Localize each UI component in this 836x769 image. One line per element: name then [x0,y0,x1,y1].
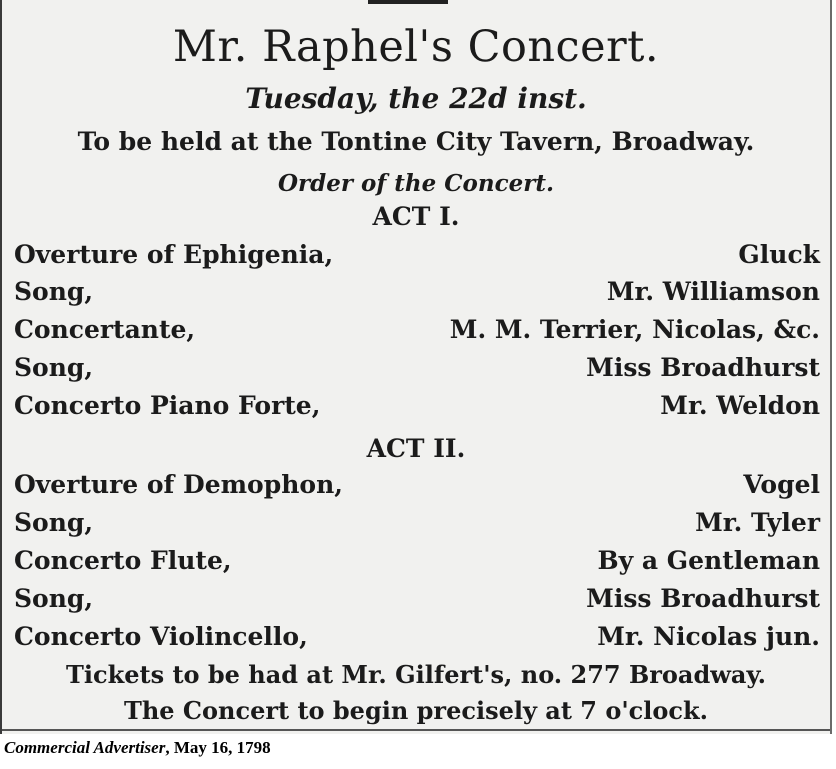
top-rule [368,0,448,4]
performer-name: Mr. Tyler [695,508,820,537]
piece-name: Concertante, [14,315,196,344]
program-row [14,240,820,274]
performer-name: By a Gentleman [597,546,820,575]
performer-name: Vogel [743,470,820,499]
concert-venue: To be held at the Tontine City Tavern, Broadway. [77,127,755,156]
piece-name: Song, [14,353,94,382]
performer-name: Mr. Williamson [606,277,820,306]
program-row [14,622,820,656]
program-row [14,391,820,425]
act-1-heading: ACT I. [372,202,460,231]
concert-date: Tuesday, the 22d inst. [245,82,587,115]
program-row [14,315,820,349]
source-caption [4,738,271,758]
publication-name: Commercial Advertiser [4,738,166,757]
program-row [14,584,820,618]
performer-name: Miss Broadhurst [586,584,820,613]
piece-name: Song, [14,277,94,306]
order-heading: Order of the Concert. [278,170,554,197]
piece-name: Overture of Ephigenia, [14,240,334,269]
performer-name: Gluck [738,240,820,269]
program-row [14,546,820,580]
piece-name: Song, [14,508,94,537]
program-row [14,353,820,387]
concert-title: Mr. Raphel's Concert. [172,22,660,72]
start-time-note: The Concert to begin precisely at 7 o'clock. [123,696,709,725]
performer-name: M. M. Terrier, Nicolas, &c. [449,315,820,344]
piece-name: Concerto Flute, [14,546,232,575]
performer-name: Mr. Weldon [660,391,820,420]
piece-name: Song, [14,584,94,613]
publication-date: , May 16, 1798 [165,738,271,757]
piece-name: Concerto Piano Forte, [14,391,321,420]
act-2-heading: ACT II. [366,434,466,463]
performer-name: Miss Broadhurst [586,353,820,382]
piece-name: Overture of Demophon, [14,470,343,499]
bottom-rule [2,729,830,731]
program-row [14,470,820,504]
performer-name: Mr. Nicolas jun. [597,622,820,651]
tickets-note: Tickets to be had at Mr. Gilfert's, no. 277 Broadway. [66,660,766,689]
program-row [14,277,820,311]
program-row [14,508,820,542]
piece-name: Concerto Violincello, [14,622,308,651]
